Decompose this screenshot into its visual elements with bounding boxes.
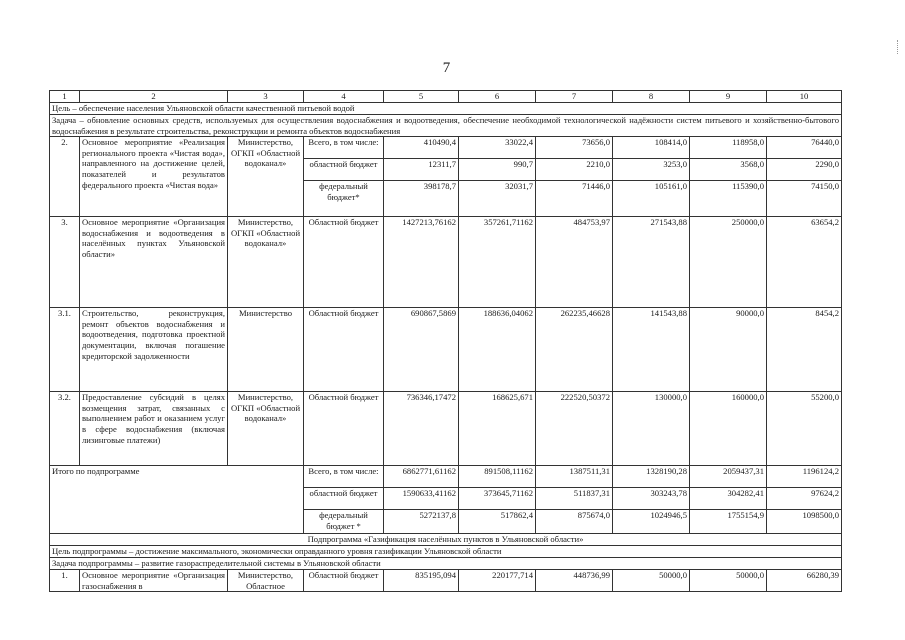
- amount-cell: 271543,88: [613, 217, 690, 308]
- amount-cell: 875674,0: [536, 510, 613, 534]
- budget-table: [49, 90, 842, 592]
- measure-name: Предоставление субсидий в целях возмещения затрат, связанных с выполнением работ и оказанием услуг в сфере водоснабжения (включая лизинговые платежи): [80, 392, 228, 466]
- amount-cell: 108414,0: [613, 137, 690, 159]
- amount-cell: 2059437,31: [690, 466, 767, 488]
- amount-cell: 115390,0: [690, 181, 767, 217]
- amount-cell: 160000,0: [690, 392, 767, 466]
- amount-cell: 398178,7: [384, 181, 459, 217]
- amount-cell: 6862771,61162: [384, 466, 459, 488]
- amount-cell: 448736,99: [536, 570, 613, 592]
- subprogram-goal: Цель подпрограммы – достижение максимального, экономически оправданного уровня газификации Ульяновской области: [50, 546, 842, 558]
- funding-source: Всего, в том числе:: [304, 137, 384, 159]
- amount-cell: 32031,7: [459, 181, 536, 217]
- amount-cell: 188636,04062: [459, 308, 536, 392]
- amount-cell: 1590633,41162: [384, 488, 459, 510]
- amount-cell: 1024946,5: [613, 510, 690, 534]
- amount-cell: 73656,0: [536, 137, 613, 159]
- row-number: 3.: [50, 217, 80, 308]
- row-number: 2.: [50, 137, 80, 217]
- amount-cell: 76440,0: [767, 137, 842, 159]
- amount-cell: 511837,31: [536, 488, 613, 510]
- col-number: 5: [384, 91, 459, 103]
- total-label: Итого по подпрограмме: [50, 466, 304, 534]
- measure-name: Основное мероприятие «Организация газоснабжения в: [80, 570, 228, 592]
- measure-name: Основное мероприятие «Реализация регионального проекта «Чистая вода», направленного на достижение целей, показателей и результатов федерального проекта «Чистая вода»: [80, 137, 228, 217]
- col-number: 1: [50, 91, 80, 103]
- amount-cell: 1196124,2: [767, 466, 842, 488]
- scan-edge-mark: [897, 40, 899, 54]
- col-number: 4: [304, 91, 384, 103]
- amount-cell: 891508,11162: [459, 466, 536, 488]
- amount-cell: 141543,88: [613, 308, 690, 392]
- amount-cell: 303243,78: [613, 488, 690, 510]
- funding-source: Областной бюджет: [304, 217, 384, 308]
- col-number: 2: [80, 91, 228, 103]
- executor: Министерство: [228, 308, 304, 392]
- amount-cell: 1387511,31: [536, 466, 613, 488]
- task-row: Задача – обновление основных средств, используемых для осуществления водоснабжения и водоотведения, обеспечение необходимой технологической надёжности систем питьевого и хозяйственно-бытового водоснабжения в результате строительства, реконструкции и ремонта объектов водоснабжения: [50, 115, 842, 137]
- subprogram-title: Подпрограмма «Газификация населённых пунктов в Ульяновской области»: [50, 534, 842, 546]
- amount-cell: 736346,17472: [384, 392, 459, 466]
- amount-cell: 105161,0: [613, 181, 690, 217]
- amount-cell: 1098500,0: [767, 510, 842, 534]
- executor: Министерство, ОГКП «Областной водоканал»: [228, 217, 304, 308]
- amount-cell: 66280,39: [767, 570, 842, 592]
- amount-cell: 90000,0: [690, 308, 767, 392]
- amount-cell: 990,7: [459, 159, 536, 181]
- row-number: 3.2.: [50, 392, 80, 466]
- subprogram-task: Задача подпрограммы – развитие газораспределительной системы в Ульяновской области: [50, 558, 842, 570]
- funding-source: Областной бюджет: [304, 308, 384, 392]
- amount-cell: 168625,671: [459, 392, 536, 466]
- funding-source: областной бюджет: [304, 159, 384, 181]
- amount-cell: 63654,2: [767, 217, 842, 308]
- measure-name: Строительство, реконструкция, ремонт объектов водоснабжения и водоотведения, подготовка проектной документации, включая погашение кредиторской задолженности: [80, 308, 228, 392]
- executor: Министерство, Областное: [228, 570, 304, 592]
- col-number: 10: [767, 91, 842, 103]
- amount-cell: 97624,2: [767, 488, 842, 510]
- amount-cell: 2290,0: [767, 159, 842, 181]
- amount-cell: 55200,0: [767, 392, 842, 466]
- amount-cell: 357261,71162: [459, 217, 536, 308]
- page-number: 7: [442, 60, 451, 76]
- row-number: 1.: [50, 570, 80, 592]
- funding-source: Областной бюджет: [304, 392, 384, 466]
- amount-cell: 118958,0: [690, 137, 767, 159]
- amount-cell: 484753,97: [536, 217, 613, 308]
- amount-cell: 1427213,76162: [384, 217, 459, 308]
- amount-cell: 304282,41: [690, 488, 767, 510]
- amount-cell: 3568,0: [690, 159, 767, 181]
- amount-cell: 130000,0: [613, 392, 690, 466]
- measure-name: Основное мероприятие «Организация водоснабжения и водоотведения в населённых пунктах Ульяновской области»: [80, 217, 228, 308]
- executor: Министерство, ОГКП «Областной водоканал»: [228, 137, 304, 217]
- col-number: 8: [613, 91, 690, 103]
- amount-cell: 410490,4: [384, 137, 459, 159]
- col-number: 3: [228, 91, 304, 103]
- row-number: 3.1.: [50, 308, 80, 392]
- amount-cell: 517862,4: [459, 510, 536, 534]
- col-number: 9: [690, 91, 767, 103]
- amount-cell: 8454,2: [767, 308, 842, 392]
- amount-cell: 220177,714: [459, 570, 536, 592]
- amount-cell: 33022,4: [459, 137, 536, 159]
- funding-source: федеральный бюджет*: [304, 181, 384, 217]
- amount-cell: 3253,0: [613, 159, 690, 181]
- amount-cell: 690867,5869: [384, 308, 459, 392]
- amount-cell: 50000,0: [690, 570, 767, 592]
- header-row: [50, 91, 842, 103]
- amount-cell: 1755154,9: [690, 510, 767, 534]
- goal-row: Цель – обеспечение населения Ульяновской области качественной питьевой водой: [50, 103, 842, 115]
- col-number: 6: [459, 91, 536, 103]
- executor: Министерство, ОГКП «Областной водоканал»: [228, 392, 304, 466]
- funding-source: областной бюджет: [304, 488, 384, 510]
- amount-cell: 373645,71162: [459, 488, 536, 510]
- col-number: 7: [536, 91, 613, 103]
- funding-source: федеральный бюджет *: [304, 510, 384, 534]
- amount-cell: 835195,094: [384, 570, 459, 592]
- amount-cell: 50000,0: [613, 570, 690, 592]
- amount-cell: 74150,0: [767, 181, 842, 217]
- amount-cell: 262235,46628: [536, 308, 613, 392]
- funding-source: Областной бюджет: [304, 570, 384, 592]
- amount-cell: 250000,0: [690, 217, 767, 308]
- amount-cell: 2210,0: [536, 159, 613, 181]
- amount-cell: 1328190,28: [613, 466, 690, 488]
- amount-cell: 12311,7: [384, 159, 459, 181]
- amount-cell: 222520,50372: [536, 392, 613, 466]
- amount-cell: 5272137,8: [384, 510, 459, 534]
- funding-source: Всего, в том числе:: [304, 466, 384, 488]
- amount-cell: 71446,0: [536, 181, 613, 217]
